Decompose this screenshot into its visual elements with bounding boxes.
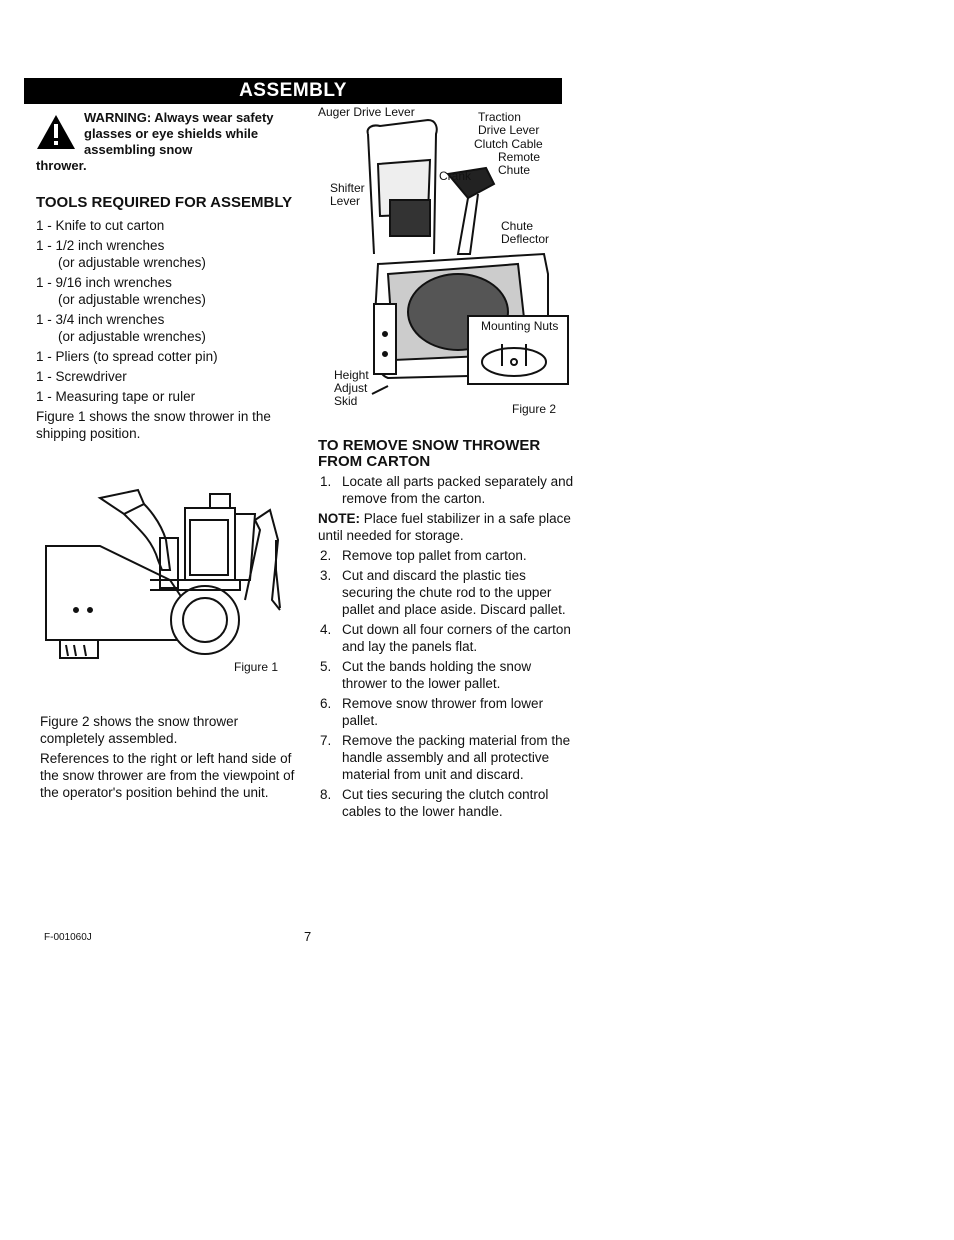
warning-text-tail: thrower. bbox=[36, 158, 87, 173]
label-auger-drive-lever: Auger Drive Lever bbox=[318, 105, 415, 119]
label-traction-drive-lever: Traction Drive Lever bbox=[478, 110, 540, 137]
document-code: F-001060J bbox=[44, 932, 92, 943]
section-title-banner: ASSEMBLY bbox=[24, 78, 562, 104]
right-column bbox=[318, 438, 578, 823]
tool-item: 1 - 9/16 inch wrenches (or adjustable wrenches) bbox=[36, 275, 206, 307]
warning-text: WARNING: Always wear safety glasses or eye shields while assembling snow bbox=[84, 110, 274, 157]
label-remote-chute: Remote Chute bbox=[498, 150, 541, 177]
tool-item: 1 - Screwdriver bbox=[36, 369, 127, 384]
tools-list bbox=[36, 217, 301, 405]
tool-item: 1 - 3/4 inch wrenches (or adjustable wrenches) bbox=[36, 312, 206, 344]
tool-item: 1 - 1/2 inch wrenches (or adjustable wrenches) bbox=[36, 238, 206, 270]
references-paragraph: References to the right or left hand side of the snow thrower are from the viewpoint of the operator's position behind the unit. bbox=[40, 751, 295, 800]
page-number: 7 bbox=[304, 929, 312, 944]
warning-block bbox=[36, 110, 301, 174]
figure1-intro: Figure 1 shows the snow thrower in the shipping position. bbox=[36, 409, 271, 441]
figure2-paragraph: Figure 2 shows the snow thrower completely assembled. bbox=[40, 714, 239, 746]
step-item: 4. Cut down all four corners of the carton and lay the panels flat. bbox=[320, 622, 571, 654]
label-chute-deflector: Chute Deflector bbox=[501, 219, 550, 246]
step-item: 6. Remove snow thrower from lower pallet. bbox=[320, 696, 544, 728]
tools-heading: TOOLS REQUIRED FOR ASSEMBLY bbox=[36, 194, 293, 211]
left-column bbox=[36, 108, 301, 445]
label-clutch-cable: Clutch Cable bbox=[474, 137, 543, 151]
figure1-illustration bbox=[40, 480, 290, 680]
figure2-caption: Figure 2 bbox=[512, 402, 557, 416]
warning-triangle-icon bbox=[36, 114, 76, 150]
note-paragraph: NOTE: Place fuel stabilizer in a safe place until needed for storage. bbox=[318, 511, 571, 543]
step-item: 1. Locate all parts packed separately and remove from the carton. bbox=[320, 474, 574, 506]
step-item: 3. Cut and discard the plastic ties securing the chute rod to the upper pallet and place aside. Discard pallet. bbox=[320, 568, 566, 617]
tool-item: 1 - Measuring tape or ruler bbox=[36, 389, 196, 404]
step-item: 2. Remove top pallet from carton. bbox=[320, 548, 527, 563]
tool-item: 1 - Knife to cut carton bbox=[36, 218, 165, 233]
tool-item: 1 - Pliers (to spread cotter pin) bbox=[36, 349, 218, 364]
figure2-description bbox=[40, 713, 302, 804]
label-shifter-lever: Shifter Lever bbox=[330, 181, 365, 208]
step-item: 5. Cut the bands holding the snow thrower to the lower pallet. bbox=[320, 659, 532, 691]
figure1-caption: Figure 1 bbox=[234, 660, 279, 674]
step-item: 8. Cut ties securing the clutch control cables to the lower handle. bbox=[320, 787, 549, 819]
label-crank: Crank bbox=[439, 169, 472, 183]
step-item: 7. Remove the packing material from the handle assembly and all protective material from unit and discard. bbox=[320, 733, 571, 782]
label-height-adjust-skid: Height Adjust Skid bbox=[334, 368, 369, 408]
remove-heading: TO REMOVE SNOW THROWER FROM CARTON bbox=[318, 437, 541, 470]
label-mounting-nuts: Mounting Nuts bbox=[481, 319, 559, 333]
